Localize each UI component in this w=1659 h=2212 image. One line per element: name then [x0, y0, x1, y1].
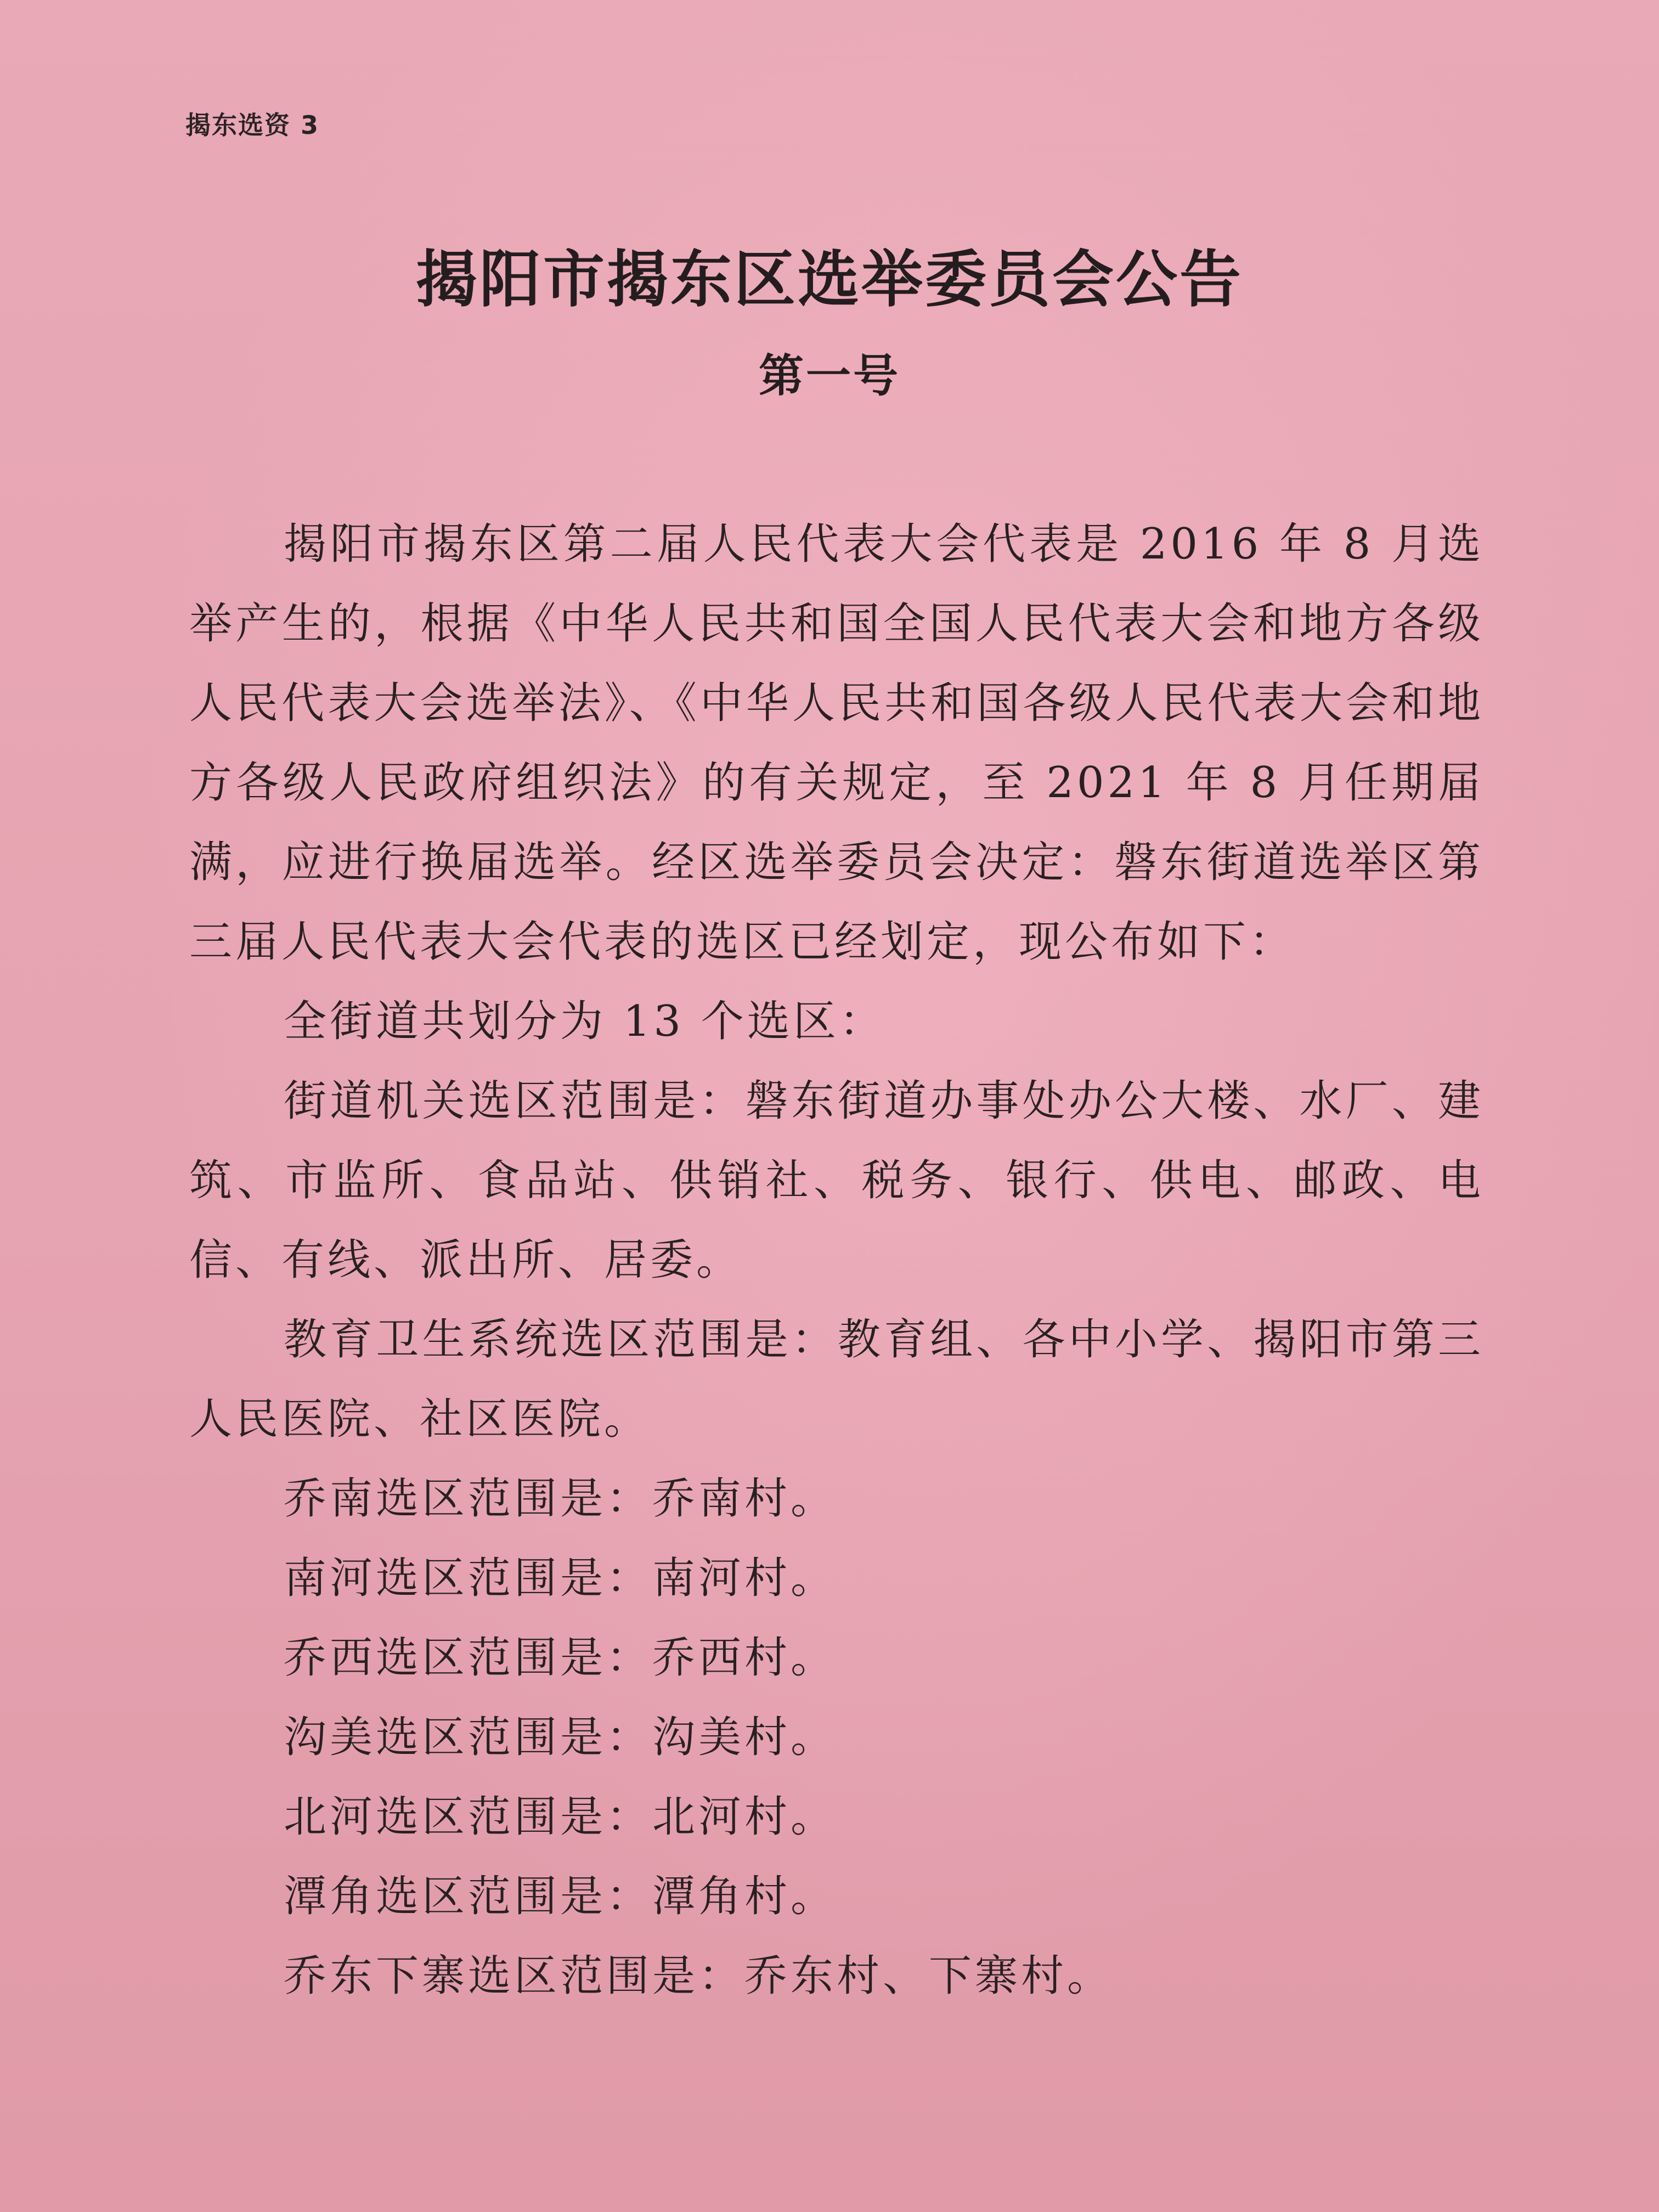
district-item: 乔西选区范围是：乔西村。 [284, 1633, 837, 1683]
announcement-number: 第一号 [758, 350, 900, 402]
district-total: 全街道共划分为 13 个选区： [284, 997, 885, 1046]
document-code: 揭东选资 3 [185, 110, 320, 140]
district-item: 沟美选区范围是：沟美村。 [284, 1713, 837, 1762]
district-item: 乔东下寨选区范围是：乔东村、下寨村。 [284, 1951, 1114, 2001]
page-title: 揭阳市揭东区选举委员会公告 [416, 244, 1243, 315]
district-agency: 街道机关选区范围是：磐东街道办事处办公大楼、水厂、建筑、市监所、食品站、供销社、税务、银行、供电、邮政、电信、有线、派出所、居委。 [189, 1076, 1484, 1285]
district-item: 南河选区范围是：南河村。 [284, 1554, 837, 1603]
district-item: 北河选区范围是：北河村。 [284, 1792, 837, 1842]
intro-paragraph: 揭阳市揭东区第二届人民代表大会代表是 2016 年 8 月选举产生的，根据《中华人民共和国全国人民代表大会和地方各级人民代表大会选举法》、《中华人民共和国各级人民代表大会和地方各级人民政府组织法》的有关规定，至 2021 年 8 月任期届满，应进行换届选举。经区选举委员会决定：磐东街道选举区第三届人民代表大会代表的选区已经划定，现公布如下： [189, 520, 1484, 967]
district-item: 潭角选区范围是：潭角村。 [284, 1872, 837, 1921]
district-item: 乔南选区范围是：乔南村。 [284, 1474, 837, 1523]
announcement-body [189, 505, 1484, 2016]
district-education: 教育卫生系统选区范围是：教育组、各中小学、揭阳市第三人民医院、社区医院。 [189, 1315, 1484, 1444]
